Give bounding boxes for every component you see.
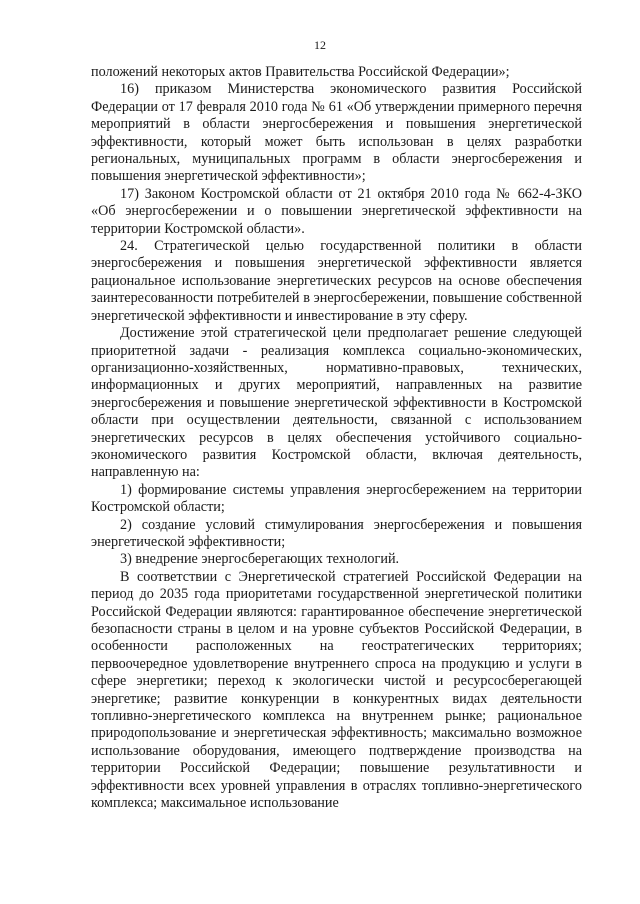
page-number: 12	[314, 38, 326, 52]
paragraph: Достижение этой стратегической цели предполагает решение следующей приоритетной задачи - реализация комплекса социально-экономических, организационно-хозяйственных, нормативно-правовых, технических, информационных и других мероприятий, направленных на развитие энергосбережения и повышение энергетической эффективности в Костромской области при осуществлении деятельности, связанной с использованием энергетических ресурсов в целях обеспечения устойчивого социально-экономического развития Костромской области, включая деятельность, направленную на:	[91, 325, 582, 481]
list-item: 1) формирование системы управления энергосбережением на территории Костромской области;	[91, 481, 582, 516]
paragraph: 24. Стратегической целью государственной политики в области энергосбережения и повышения энергетической эффективности является рациональное использование энергетических ресурсов на основе обеспечения заинтересованности потребителей в энергосбережении, повышение собственной энергетической эффективности и инвестирование в эту сферу.	[91, 238, 582, 324]
list-item: 3) внедрение энергосберегающих технологий.	[120, 551, 400, 568]
paragraph: положений некоторых актов Правительства Российской Федерации»;	[91, 64, 510, 80]
paragraph: 16) приказом Министерства экономического развития Российской Федерации от 17 февраля 2010 года № 61 «Об утверждении примерного перечня мероприятий в области энергосбережения и повышения энергетической эффективности, который может быть использован в целях разработки региональных, муниципальных программ в области энергосбережения и повышения энергетической эффективности»;	[91, 81, 582, 185]
paragraph: 17) Законом Костромской области от 21 октября 2010 года № 662-4-ЗКО «Об энергосбережении и о повышении энергетической эффективности на территории Костромской области».	[91, 185, 582, 237]
document-body	[91, 64, 582, 812]
paragraph: В соответствии с Энергетической стратегией Российской Федерации на период до 2035 года приоритетами государственной энергетической политики Российской Федерации являются: гарантированное обеспечение энергетической безопасности страны в целом и на уровне субъектов Российской Федерации, в особенности расположенных на геостратегических территориях; первоочередное удовлетворение внутреннего спроса на продукцию и услуги в сфере энергетики; переход к экологически чистой и ресурсосберегающей энергетике; развитие конкуренции в конкурентных видах деятельности топливно-энергетического комплекса на внутреннем рынке; рациональное природопользование и энергетическая эффективность; максимально возможное использование оборудования, имеющего подтверждение производства на территории Российской Федерации; повышение результативности и эффективности всех уровней управления в отраслях топливно-энергетического комплекса; максимальное использование	[91, 568, 582, 812]
list-item: 2) создание условий стимулирования энергосбережения и повышения энергетической эффективности;	[91, 516, 582, 550]
